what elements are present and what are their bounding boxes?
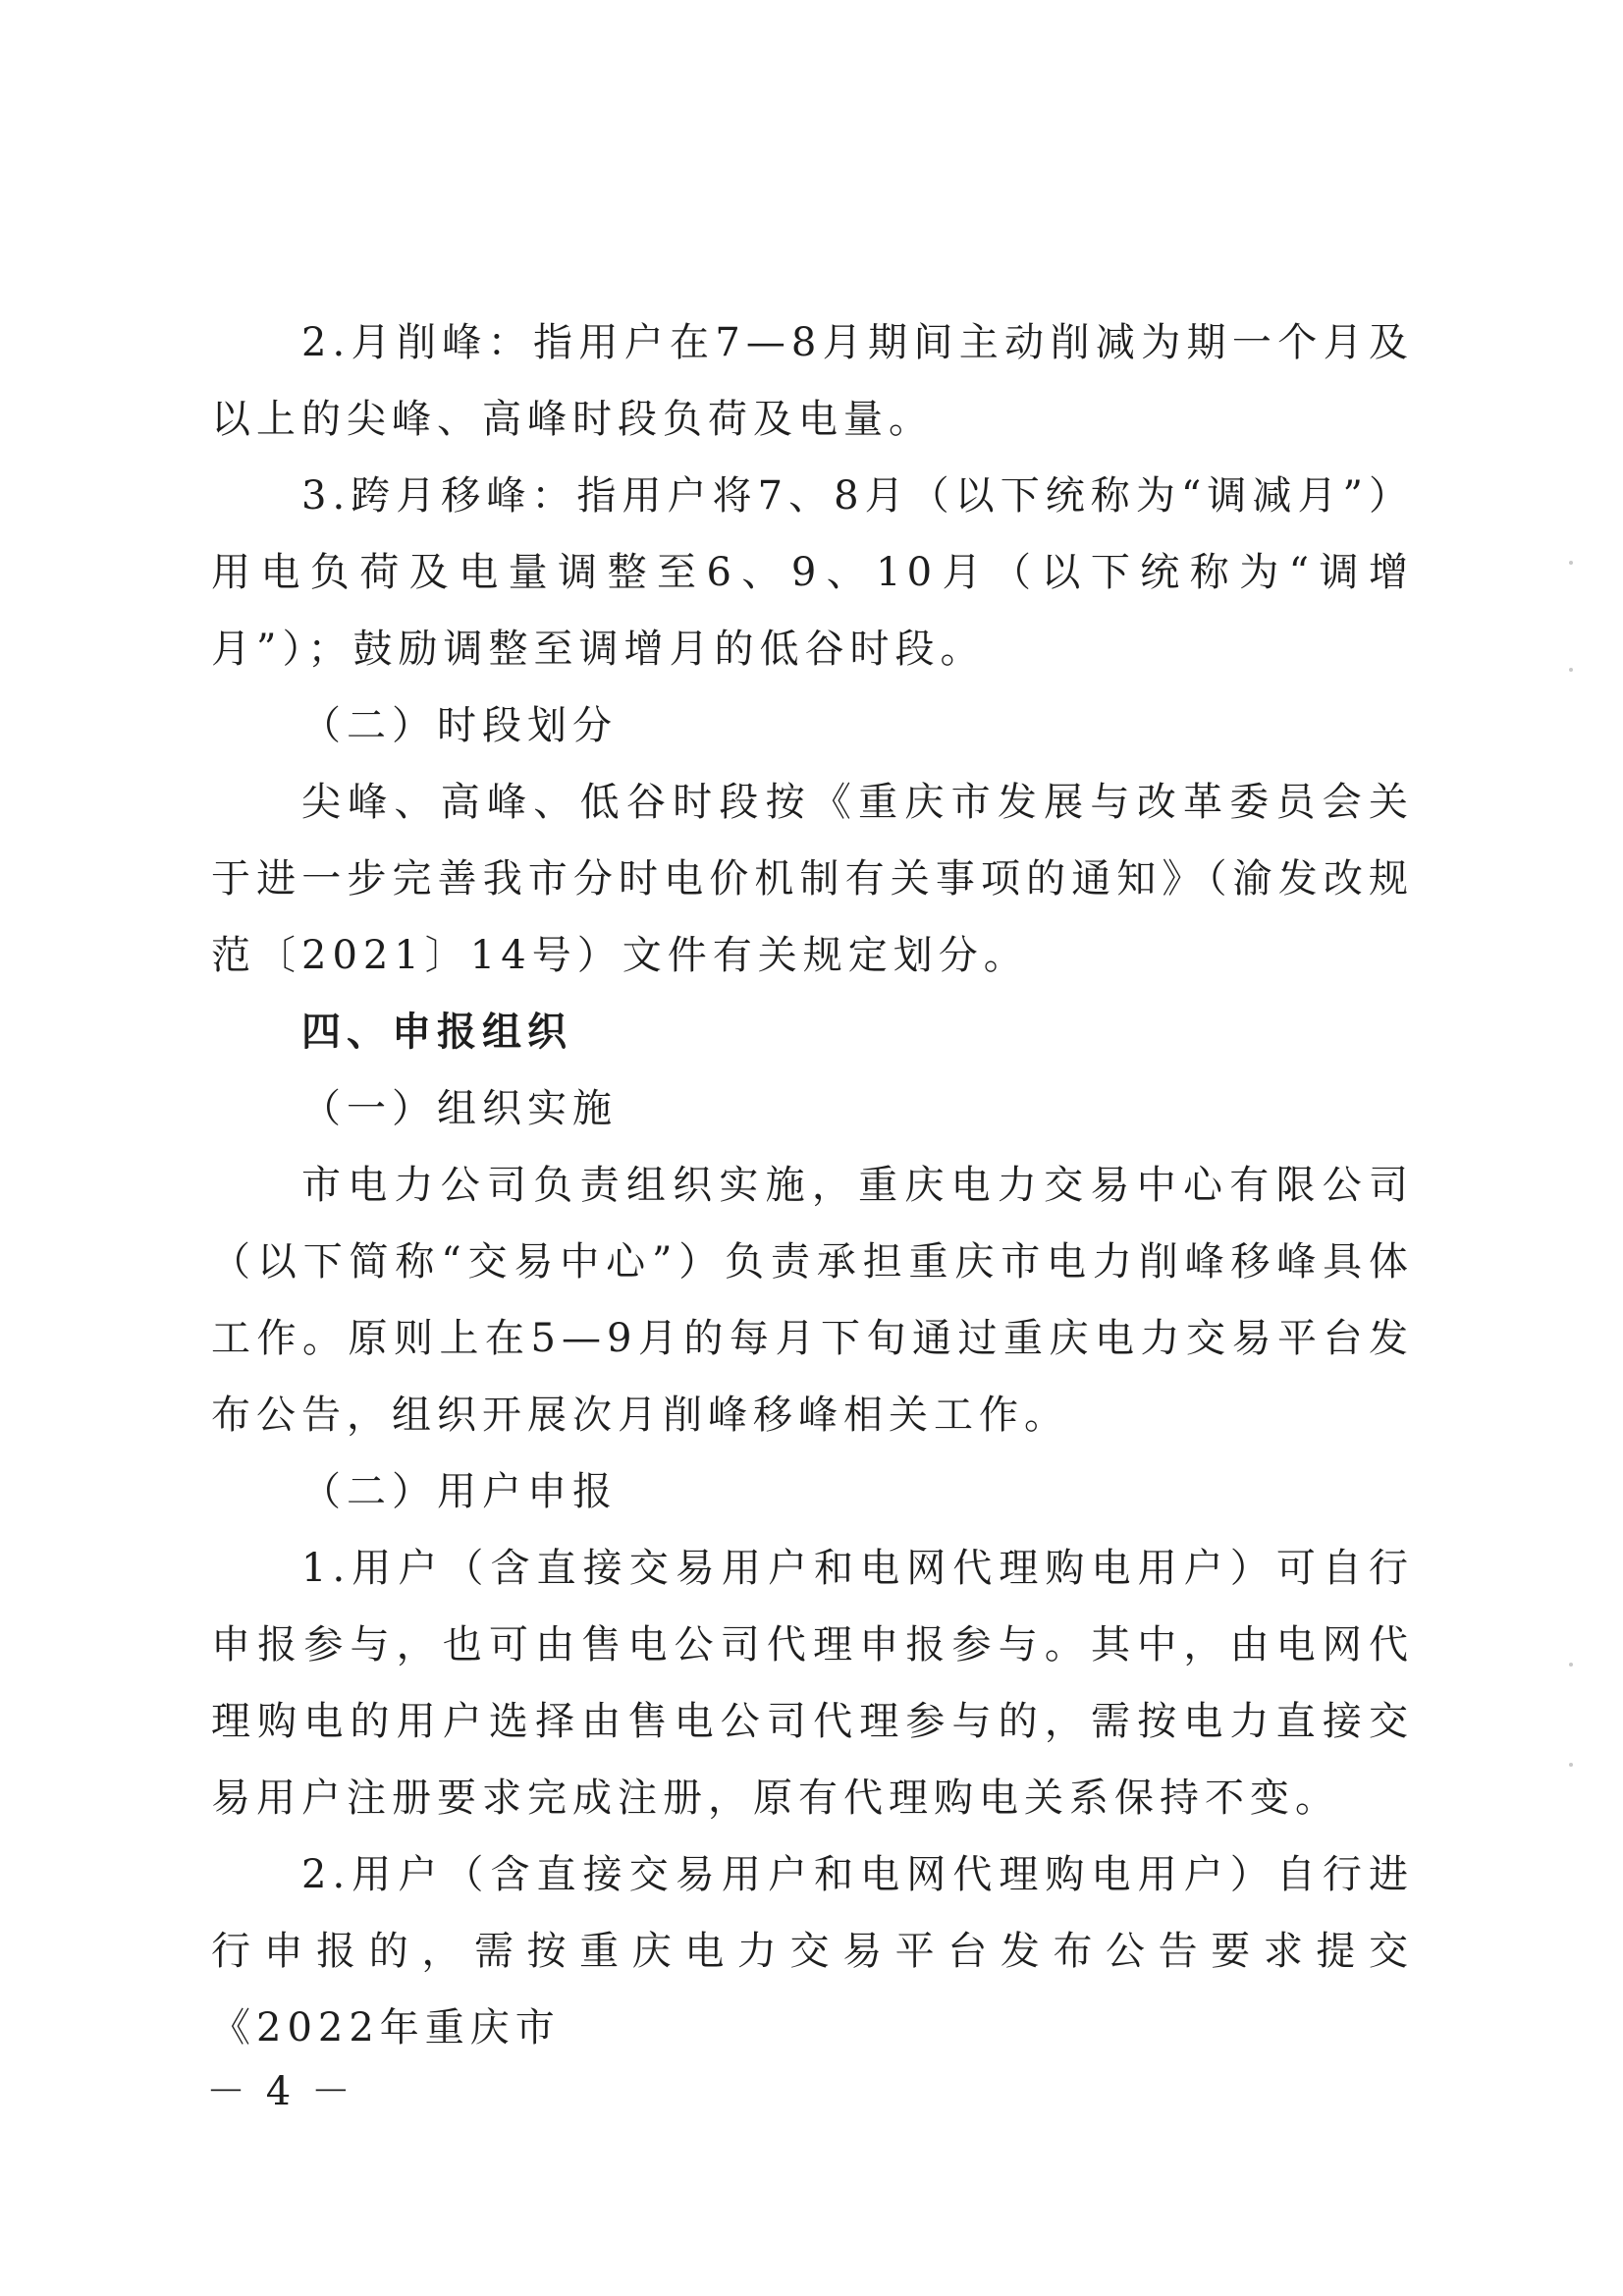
scan-speck — [1569, 1763, 1573, 1767]
paragraph-user-declaration-2: 2.用户（含直接交易用户和电网代理购电用户）自行进行申报的，需按重庆电力交易平台发布公告要求提交《2022年重庆市 — [211, 1852, 1414, 2050]
scan-speck — [1569, 561, 1573, 565]
heading-declaration-organization: 四、申报组织 — [301, 1009, 572, 1055]
scan-speck — [1569, 1663, 1573, 1667]
paragraph-cross-month-shift: 3.跨月移峰：指用户将7、8月（以下统称为“调减月”）用电负荷及电量调整至6、9、10月（以下统称为“调增月”）；鼓励调整至调增月的低谷时段。 — [211, 473, 1414, 672]
page-number: － 4 － — [206, 2069, 354, 2114]
paragraph-user-declaration-1: 1.用户（含直接交易用户和电网代理购电用户）可自行申报参与，也可由售电公司代理申报参与。其中，由电网代理购电的用户选择由售电公司代理参与的，需按电力直接交易用户注册要求完成注册，原有代理购电关系保持不变。 — [211, 1546, 1414, 1821]
subheading-implementation: （一）组织实施 — [301, 1086, 618, 1131]
paragraph-monthly-peak-cut: 2.月削峰：指用户在7—8月期间主动削减为期一个月及以上的尖峰、高峰时段负荷及电量。 — [211, 320, 1414, 442]
subheading-user-declaration: （二）用户申报 — [301, 1469, 618, 1514]
scan-speck — [1569, 668, 1573, 672]
document-body — [211, 304, 1414, 2066]
paragraph-time-division: 尖峰、高峰、低谷时段按《重庆市发展与改革委员会关于进一步完善我市分时电价机制有关事项的通知》（渝发改规范〔2021〕14号）文件有关规定划分。 — [211, 780, 1414, 978]
subheading-time-division: （二）时段划分 — [301, 703, 618, 748]
paragraph-implementation: 市电力公司负责组织实施，重庆电力交易中心有限公司（以下简称“交易中心”）负责承担重庆市电力削峰移峰具体工作。原则上在5—9月的每月下旬通过重庆电力交易平台发布公告，组织开展次月削峰移峰相关工作。 — [211, 1163, 1414, 1438]
